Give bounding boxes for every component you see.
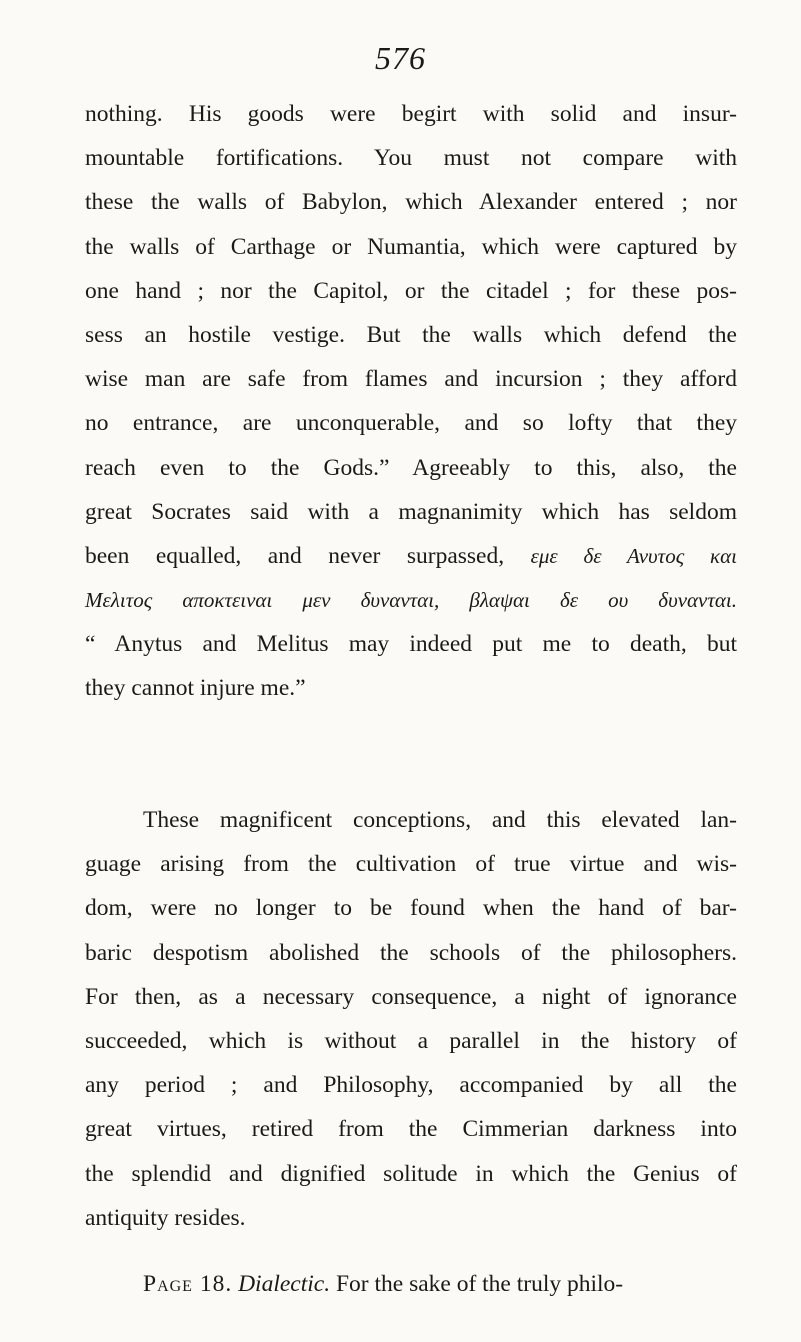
text-line: reach even to the Gods.” Agreeably to this, also, the [85,454,737,481]
text-line: nothing. His goods were begirt with solid and insur- [85,101,737,127]
text-line: one hand ; nor the Capitol, or the citadel ; for these pos- [85,277,737,304]
text-line: antiquity resides. [85,1204,246,1231]
text-line: These magnificent conceptions, and this elevated lan- [143,807,737,833]
page-number: 576 [375,40,426,76]
greek-quotation-line: Μελιτος αποκτειναι μεν δυνανται, βλαψαι δε ου δυνανται. [85,588,737,613]
greek-quotation-start: εμε δε Ανυτος και [530,543,737,568]
text-line: no entrance, are unconquerable, and so lofty that they [85,410,737,437]
text-line: they cannot injure me.” [85,675,306,702]
text-line: dom, were no longer to be found when the hand of bar- [85,895,737,922]
footnote [85,1262,737,1306]
text-line: For then, as a necessary consequence, a night of ignorance [85,983,737,1010]
text-line-with-greek [85,534,737,578]
text-line: any period ; and Philosophy, accompanied by all the [85,1072,737,1099]
text-segment: been equalled, and never surpassed, [85,542,505,569]
text-line: succeeded, which is without a parallel in the history of [85,1027,737,1054]
text-line: great Socrates said with a magnanimity which has seldom [85,498,737,525]
text-line: “ Anytus and Melitus may indeed put me to death, but [85,631,737,658]
text-line: the walls of Carthage or Numantia, which were captured by [85,233,737,260]
paragraph-1 [85,92,737,711]
footnote-page-ref: Page 18. [143,1271,233,1297]
footnote-text: For the sake of the truly philo- [335,1271,624,1297]
text-line: wise man are safe from flames and incursion ; they afford [85,366,737,393]
footnote-line [85,1262,737,1306]
text-line: these the walls of Babylon, which Alexander entered ; nor [85,189,737,216]
footnote-title: Dialectic. [238,1271,331,1297]
paragraph-2 [85,798,737,1240]
text-line: great virtues, retired from the Cimmerian darkness into [85,1116,737,1143]
text-line: the splendid and dignified solitude in which the Genius of [85,1160,737,1187]
text-line: baric despotism abolished the schools of the philosophers. [85,939,737,966]
text-line: mountable fortifications. You must not compare with [85,145,737,172]
text-line: guage arising from the cultivation of true virtue and wis- [85,851,737,878]
text-line: sess an hostile vestige. But the walls which defend the [85,321,737,348]
